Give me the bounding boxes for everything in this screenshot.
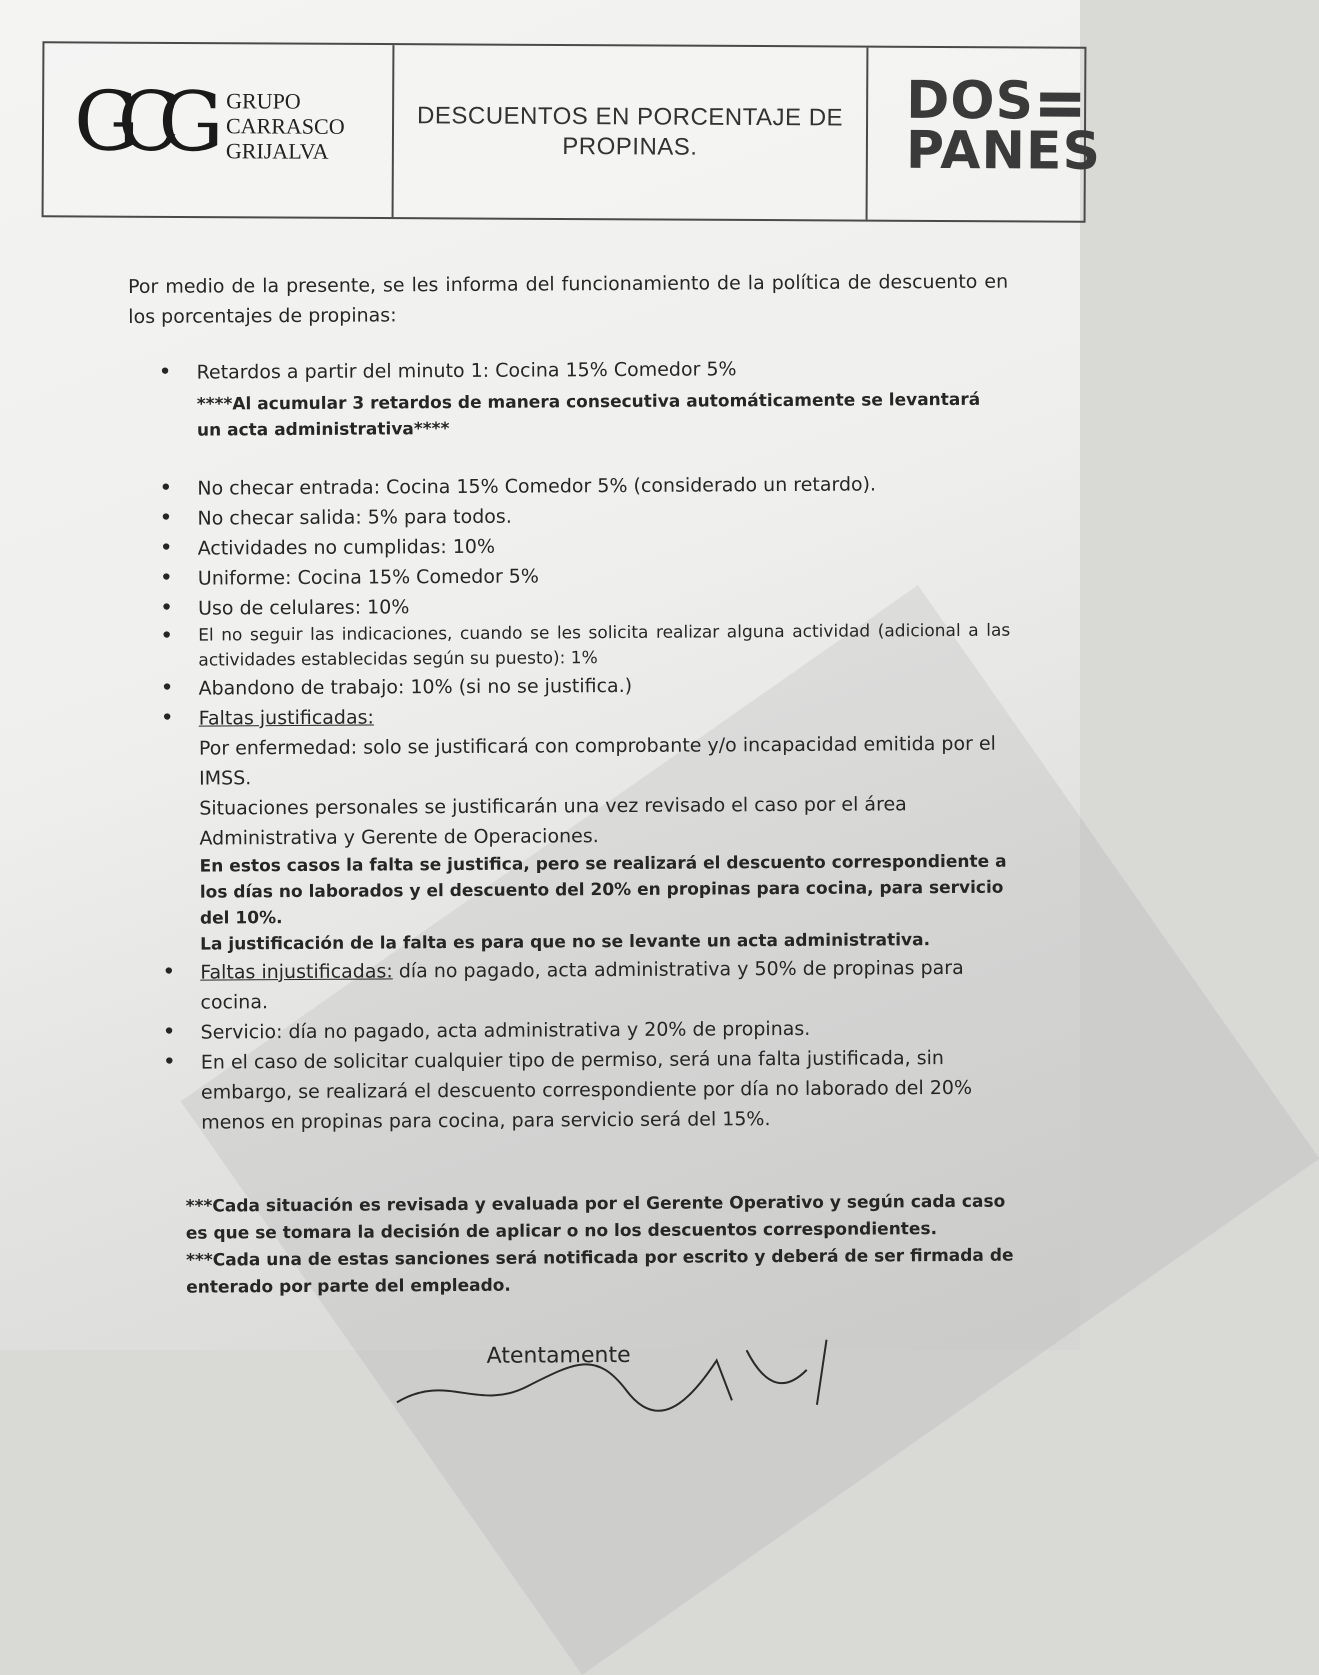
brand-line-1: DOS [906, 70, 1035, 132]
company-logo-cell [44, 43, 395, 217]
list-item [131, 699, 1013, 958]
item-text: Retardos a partir del minuto 1: Cocina 15% Comedor 5% [196, 358, 737, 384]
list-item [129, 353, 1009, 388]
closing-text: Atentamente [486, 1342, 631, 1369]
footer-note: ***Cada situación es revisada y evaluada por el Gerente Operativo y según cada caso es que se tomara la decisión de aplicar o no los descuentos correspondientes. [185, 1191, 1006, 1244]
document-title [417, 101, 843, 163]
casos-bold-text: En estos casos la falta se justifica, pero se realizará el descuento correspondiente a los días no laborados y el descuento del 20% en propinas para cocina, para servicio del 10%. [199, 851, 1007, 929]
brand-line-2: PANES [905, 120, 1102, 182]
personales-text: Situaciones personales se justificarán una vez revisado el caso por el área Administrativa y Gerente de Operaciones. [199, 793, 907, 850]
header-table [42, 41, 1102, 222]
retardos-note: ****Al acumular 3 retardos de manera consecutiva automáticamente se levantará un acta administrativa**** [196, 389, 981, 441]
document-title-line: DESCUENTOS EN PORCENTAJE DE [416, 102, 844, 132]
intro-paragraph: Por medio de la presente, se les informa del funcionamiento de la política de descuento en los porcentajes de propinas: [128, 270, 1009, 328]
faltas-injustificadas-text: día no pagado, acta administrativa y 50% de propinas para cocina. [200, 956, 964, 1014]
list-item: • No checar salida: 5% para todos. [129, 499, 1009, 534]
company-name-line: CARRASCO [225, 113, 345, 139]
company-name-line: GRIJALVA [225, 138, 329, 164]
company-name-line: GRUPO [226, 88, 301, 114]
brand-logo [905, 70, 1102, 182]
document-title-line: PROPINAS. [562, 132, 698, 161]
list-item: • En el caso de solicitar cualquier tipo de permiso, será una falta justificada, sin embargo, se realizará el descuento correspondiente por día no laborado del 20% menos en propinas para cocina, para servicio será del 15%. [133, 1043, 1014, 1138]
list-item: • Abandono de trabajo: 10% (si no se justifica.) [130, 669, 1010, 704]
faltas-injustificadas-label: Faltas injustificadas: [200, 960, 393, 984]
signature-scribble [386, 1329, 886, 1412]
list-item [132, 953, 1012, 1018]
list-item: • No checar entrada: Cocina 15% Comedor 5% (considerado un retardo). [129, 469, 1009, 504]
policy-list [129, 469, 1013, 1138]
company-name [226, 88, 345, 164]
policy-list [129, 353, 1009, 388]
brand-logo-cell [868, 48, 1102, 221]
list-item: • El no seguir las indicaciones, cuando se les solicita realizar alguna actividad (adicional a las actividades establecidas según su puesto): 1% [130, 619, 1010, 674]
document-body [128, 267, 1015, 1374]
list-item: • Uso de celulares: 10% [130, 589, 1010, 624]
list-item: • Servicio: día no pagado, acta administrativa y 20% de propinas. [133, 1013, 1013, 1048]
list-item: • Actividades no cumplidas: 10% [130, 529, 1010, 564]
footer-note: ***Cada una de estas sanciones será notificada por escrito y deberá de ser firmada de enterado por parte del empleado. [185, 1245, 1014, 1298]
company-logo-mark: GCG [73, 74, 203, 171]
faltas-justificadas-label: • Faltas justificadas: [198, 706, 374, 730]
closing-signature [487, 1339, 1015, 1372]
justificacion-bold-text: La justificación de la falta es para que no se levante un acta administrativa. [200, 930, 931, 955]
document-title-cell [394, 45, 869, 219]
enfermedad-text: Por enfermedad: solo se justificará con comprobante y/o incapacidad emitida por el IMSS. [198, 732, 996, 790]
equals-icon [1040, 86, 1080, 122]
footer-notes [186, 1189, 1015, 1302]
list-item: • Uniforme: Cocina 15% Comedor 5% [130, 559, 1010, 594]
